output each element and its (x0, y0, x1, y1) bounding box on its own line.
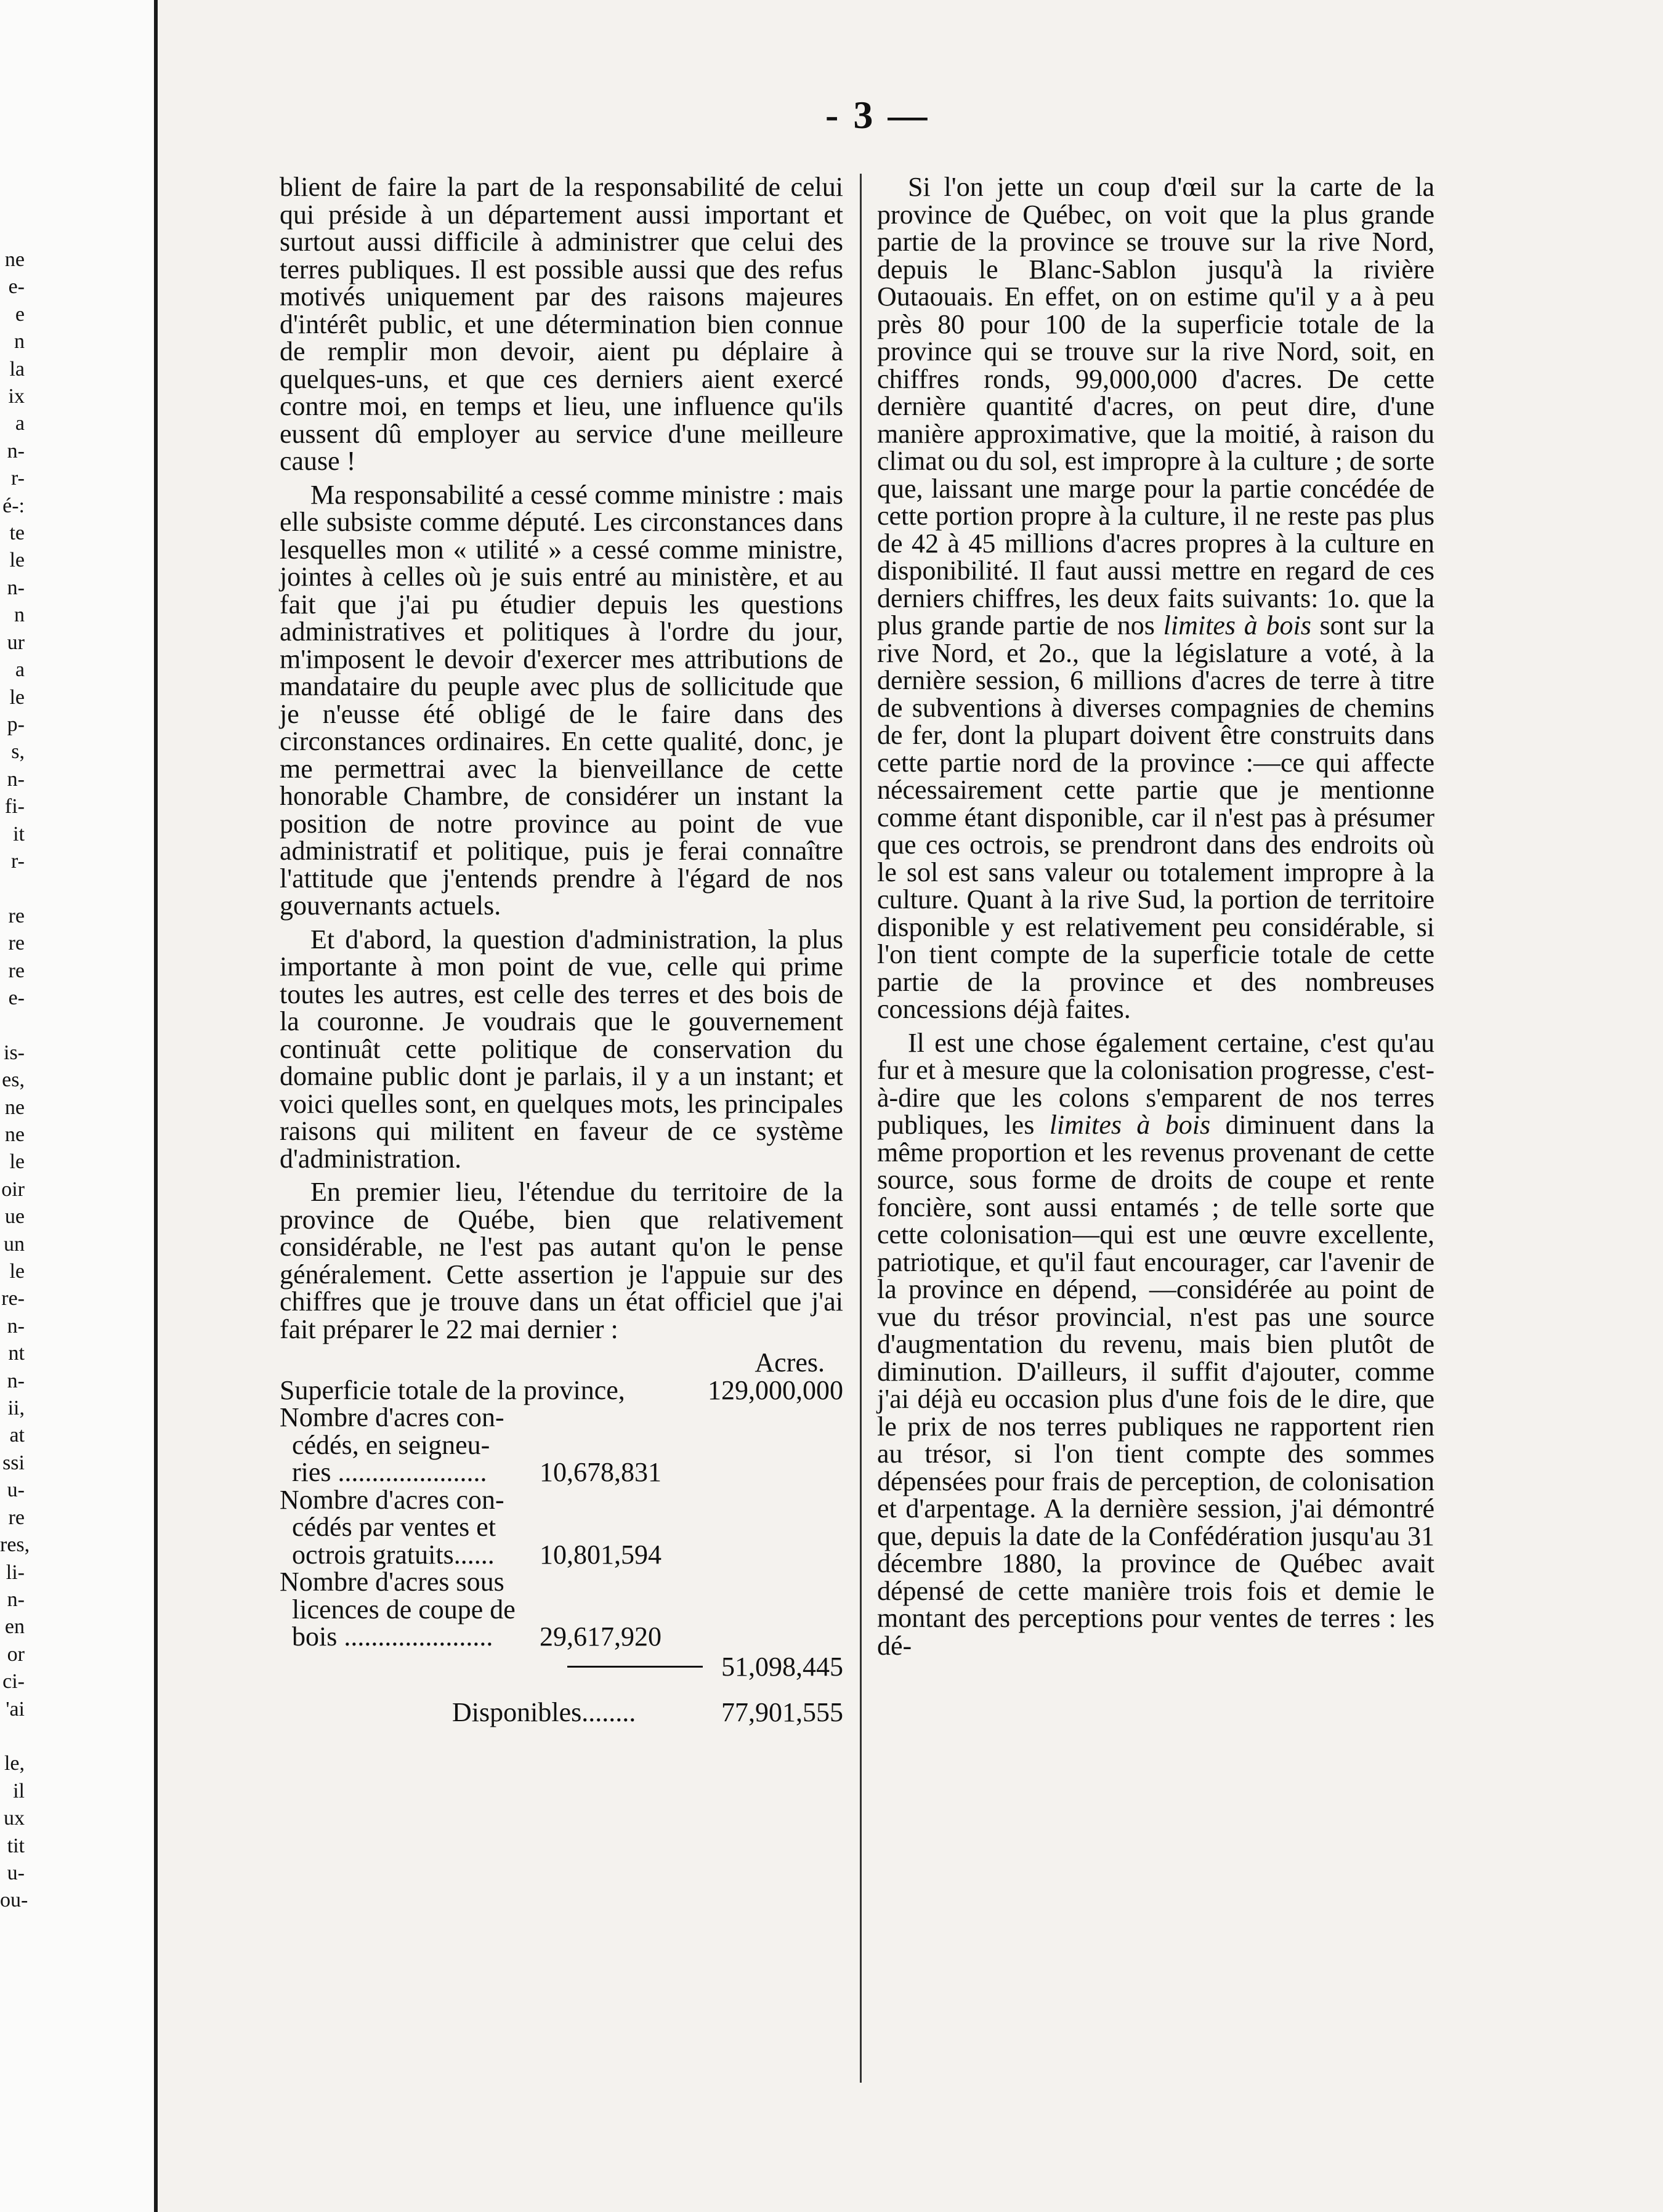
table-subtotal (280, 1653, 843, 1681)
facing-page-fragment: a (15, 658, 25, 682)
facing-page-fragment: le, (4, 1752, 25, 1775)
facing-page-fragment: ne (4, 1096, 25, 1119)
emphasis: limites à bois (1049, 1110, 1211, 1140)
paragraph: blient de faire la part de la responsabilité de celui qui préside à un département aussi important et surtout aussi difficile à administrer que celui des terres publiques. Il est possible aussi que des refus motivés uniquement par des raisons majeures d'intérêt public, et une détermination bien connue de remplir mon devoir, aient pu déplaire à quelques-uns, et que ces derniers aient exercé contre moi, en temps et lieu, une influence qu'ils eussent dû employer au service d'une meilleure cause ! (280, 172, 843, 476)
facing-page-fragment (0, 875, 25, 902)
paragraph (877, 1027, 1434, 1661)
facing-page-fragment: le (9, 549, 25, 572)
facing-page-fragment: u- (7, 1861, 25, 1884)
paragraph: En premier lieu, l'étendue du territoire de la province de Québe, bien que relativement considérable, ne l'est pas autant qu'on le pense généralement. Cette assertion je l'appuie sur des chiffres que je trouve dans un état officiel que j'ai fait préparer le 22 mai dernier : (280, 1177, 843, 1344)
facing-page-fragment: n- (7, 439, 25, 462)
facing-page-fragment: oir (1, 1177, 25, 1201)
table-row-value: 129,000,000 (708, 1374, 843, 1405)
table-row (280, 1568, 843, 1596)
paragraph (877, 174, 1434, 1023)
facing-page-fragment: la (9, 357, 25, 381)
table-total-label: Disponibles........ (452, 1697, 636, 1727)
facing-page-fragment (0, 1012, 25, 1039)
table-row-label: ries ...................... (292, 1457, 487, 1487)
facing-page-fragment: n (14, 330, 25, 353)
table-row-label: Nombre d'acres con- (280, 1402, 504, 1432)
facing-page-fragment: ci- (2, 1670, 25, 1693)
right-column (877, 174, 1434, 1666)
paragraph-text: diminuent dans la même proportion et les revenus provenant de cette source, sous forme de droits de coupe et rente foncière, sont aussi entamés ; de telle sorte que cette colonisation—qui est une œuvre excellente, patriotique, et qu'il faut encourager, car l'avenir de la province en dépend, —considérée au point de vue du trésor provincial, n'est pas une source d'augmentation du revenu, mais bien plutôt de diminution. D'ailleurs, il suffit d'ajouter, comme j'ai déjà eu occasion plus d'une fois de le dire, que le prix de nos terres publiques ne rapportent rien au trésor, si l'on tient compte des sommes dépensées pour frais de perception, de colonisation et d'arpentage. A la dernière session, j'ai démontré que, depuis la date de la Confédération jusqu'au 31 décembre 1880, la province de Québec avait dépensé de cette manière trois fois et demie le montant des perceptions pour ventes de terres : les dé- (877, 1110, 1434, 1661)
facing-page-fragment: n- (7, 1314, 25, 1338)
facing-page-fragment: re (8, 959, 25, 982)
table-total (280, 1699, 843, 1727)
facing-page-fragment: ii, (7, 1397, 25, 1420)
table-total-value: 77,901,555 (721, 1697, 843, 1727)
facing-page-fragment: le (9, 1260, 25, 1283)
facing-page-fragment: re- (1, 1287, 25, 1310)
paragraph-text: sont sur la rive Nord, et 2o., que la législature a voté, à la dernière session, 6 millions d'acres de terre à titre de subventions à diverses compagnies de chemins de fer, dont la plupart doivent être construits dans cette partie nord de la province :—ce qui affecte nécessairement cette partie que je mentionne comme étant disponible, car il n'est pas à présumer que ces octrois, se prendront dans des endroits où le sol est sans valeur ou totalement impropre à la culture. Quant à la rive Sud, la portion de territoire disponible y est relativement peu considérable, si l'on tient compte de la superficie totale de cette partie de la province et des nombreuses concessions déjà faites. (877, 610, 1434, 1024)
left-column (280, 174, 843, 1727)
facing-page-fragment: ux (4, 1807, 25, 1830)
facing-page-fragment: te (9, 522, 25, 545)
facing-page-fragment: n- (7, 576, 25, 599)
facing-page-edge (0, 0, 158, 2212)
facing-page-fragment: is- (4, 1041, 25, 1064)
facing-page-fragment: un (4, 1232, 25, 1256)
table-row (280, 1623, 662, 1651)
acreage-table (280, 1349, 843, 1727)
facing-page-fragment: nt (8, 1342, 25, 1365)
facing-page-fragment: n- (7, 1588, 25, 1611)
facing-page-fragment: ne (4, 1123, 25, 1146)
facing-page-fragment: at (9, 1424, 25, 1447)
facing-page-fragment: ur (7, 631, 25, 654)
facing-page-fragment: ix (8, 385, 25, 408)
table-row (280, 1541, 662, 1569)
facing-page-fragment (0, 1723, 25, 1750)
facing-page-fragment: es, (2, 1068, 25, 1092)
facing-page-fragment: n- (7, 1369, 25, 1392)
facing-page-fragment: ou- (0, 1889, 28, 1912)
facing-page-fragment: tit (7, 1834, 25, 1857)
facing-page-fragment: r- (11, 849, 25, 873)
table-row (280, 1404, 843, 1432)
table-row-label: Nombre d'acres sous (280, 1567, 504, 1597)
facing-page-fragment: n- (7, 767, 25, 791)
facing-page-fragment: res, (0, 1533, 30, 1557)
table-row-value: 29,617,920 (540, 1621, 662, 1652)
table-subtotal-value: 51,098,445 (721, 1651, 843, 1682)
page-number: - 3 — (825, 93, 930, 137)
facing-page-fragment: en (4, 1615, 25, 1639)
facing-page-fragment: fi- (4, 795, 25, 818)
table-row-label: bois ...................... (292, 1621, 493, 1652)
facing-page-text-fragments (0, 246, 30, 1915)
table-row (280, 1514, 843, 1541)
table-unit-header: Acres. (755, 1347, 825, 1378)
table-row-label: cédés, en seigneu- (292, 1429, 490, 1460)
facing-page-fragment: it (13, 822, 25, 846)
table-row (280, 1596, 843, 1624)
facing-page-fragment: u- (7, 1479, 25, 1502)
facing-page-fragment: ue (4, 1205, 25, 1229)
facing-page-fragment: e- (8, 275, 25, 299)
table-row-label: licences de coupe de (292, 1594, 516, 1625)
paragraph: Et d'abord, la question d'administration, la plus importante à mon point de vue, celle qui prime toutes les autres, est celle des terres et des bois de la couronne. Je voudrais que le gouvernement continuât cette politique de conservation du domaine public dont je parlais, il y a un instant; et voici quelles sont, en quelques mots, les principales raisons qui militent en faveur de ce système d'administration. (280, 924, 843, 1174)
facing-page-fragment: le (9, 1150, 25, 1174)
table-row-label: octrois gratuits...... (292, 1539, 495, 1570)
facing-page-fragment: li- (6, 1560, 25, 1584)
facing-page-fragment: e (15, 302, 25, 326)
table-row-label: cédés par ventes et (292, 1512, 496, 1542)
column-divider (860, 174, 862, 2083)
table-row-label: Superficie totale de la province, (280, 1374, 625, 1405)
facing-page-fragment: p- (7, 712, 25, 736)
paragraph-text: Il est une chose également certaine, c'est qu'au fur et à mesure que la colonisation progresse, c'est-à-dire que les colons s'emparent de nos terres publiques, les (877, 1027, 1434, 1140)
paragraph-text: Si l'on jette un coup d'œil sur la carte de la province de Québec, on voit que la plus grande partie de la province se trouve sur la rive Nord, depuis le Blanc-Sablon jusqu'à la rivière Outaouais. En effet, on on estime qu'il y a à peu près 80 pour 100 de la superficie totale de la province qui se trouve sur la rive Nord, soit, en chiffres ronds, 99,000,000 d'acres. De cette dernière quantité d'acres, on peut dire, d'une manière approximative, que la moitié, à raison du climat ou du sol, est impropre à la culture ; de sorte que, laissant une marge pour la partie concédée de cette portion propre à la culture, il ne reste pas plus de 42 à 45 millions d'acres propres à la culture en disponibilité. Il faut aussi mettre en regard de ces derniers chiffres, les deux faits suivants: 1o. que la plus grande partie de nos (877, 172, 1434, 640)
table-row-value: 10,678,831 (540, 1457, 662, 1487)
table-row-label: Nombre d'acres con- (280, 1484, 504, 1515)
facing-page-fragment: le (9, 685, 25, 709)
facing-page-fragment: re (8, 932, 25, 955)
facing-page-fragment: s, (11, 740, 25, 764)
facing-page-fragment: é-: (2, 494, 25, 517)
facing-page-fragment: re (8, 1506, 25, 1529)
facing-page-fragment: re (8, 904, 25, 927)
paragraph: Ma responsabilité a cessé comme ministre : mais elle subsiste comme député. Les circonstances dans lesquelles mon « utilité » a cessé comme ministre, jointes à celles où je suis entré au ministère, et au fait que j'ai pu étudier depuis les questions administratives et politiques à l'ordre du jour, m'imposent le devoir d'exercer mes attributions de mandataire du peuple avec plus de sollicitude que je n'eusse été obligé de le faire dans des circonstances ordinaires. En cette qualité, donc, je me permettrai avec la bienveillance de cette honorable Chambre, de considérer un instant la position de notre province au point de vue administratif et politique, puis je ferai connaître l'attitude que j'entends prendre à l'égard de nos gouvernants actuels. (280, 479, 843, 921)
table-row (280, 1429, 843, 1460)
facing-page-fragment: 'ai (6, 1697, 25, 1721)
subtotal-rule (567, 1666, 703, 1668)
facing-page-fragment: il (13, 1779, 25, 1802)
table-row-value: 10,801,594 (540, 1539, 662, 1570)
emphasis: limites à bois (1163, 610, 1311, 640)
facing-page-fragment: r- (11, 467, 25, 490)
table-row (280, 1484, 843, 1515)
facing-page-fragment: e- (8, 986, 25, 1009)
facing-page-fragment: ne (4, 248, 25, 271)
facing-page-fragment: or (7, 1642, 25, 1666)
facing-page-fragment: a (15, 412, 25, 435)
facing-page-fragment: n (14, 603, 25, 627)
table-row (280, 1459, 662, 1487)
facing-page-fragment: ssi (2, 1451, 25, 1474)
table-row (280, 1374, 843, 1405)
